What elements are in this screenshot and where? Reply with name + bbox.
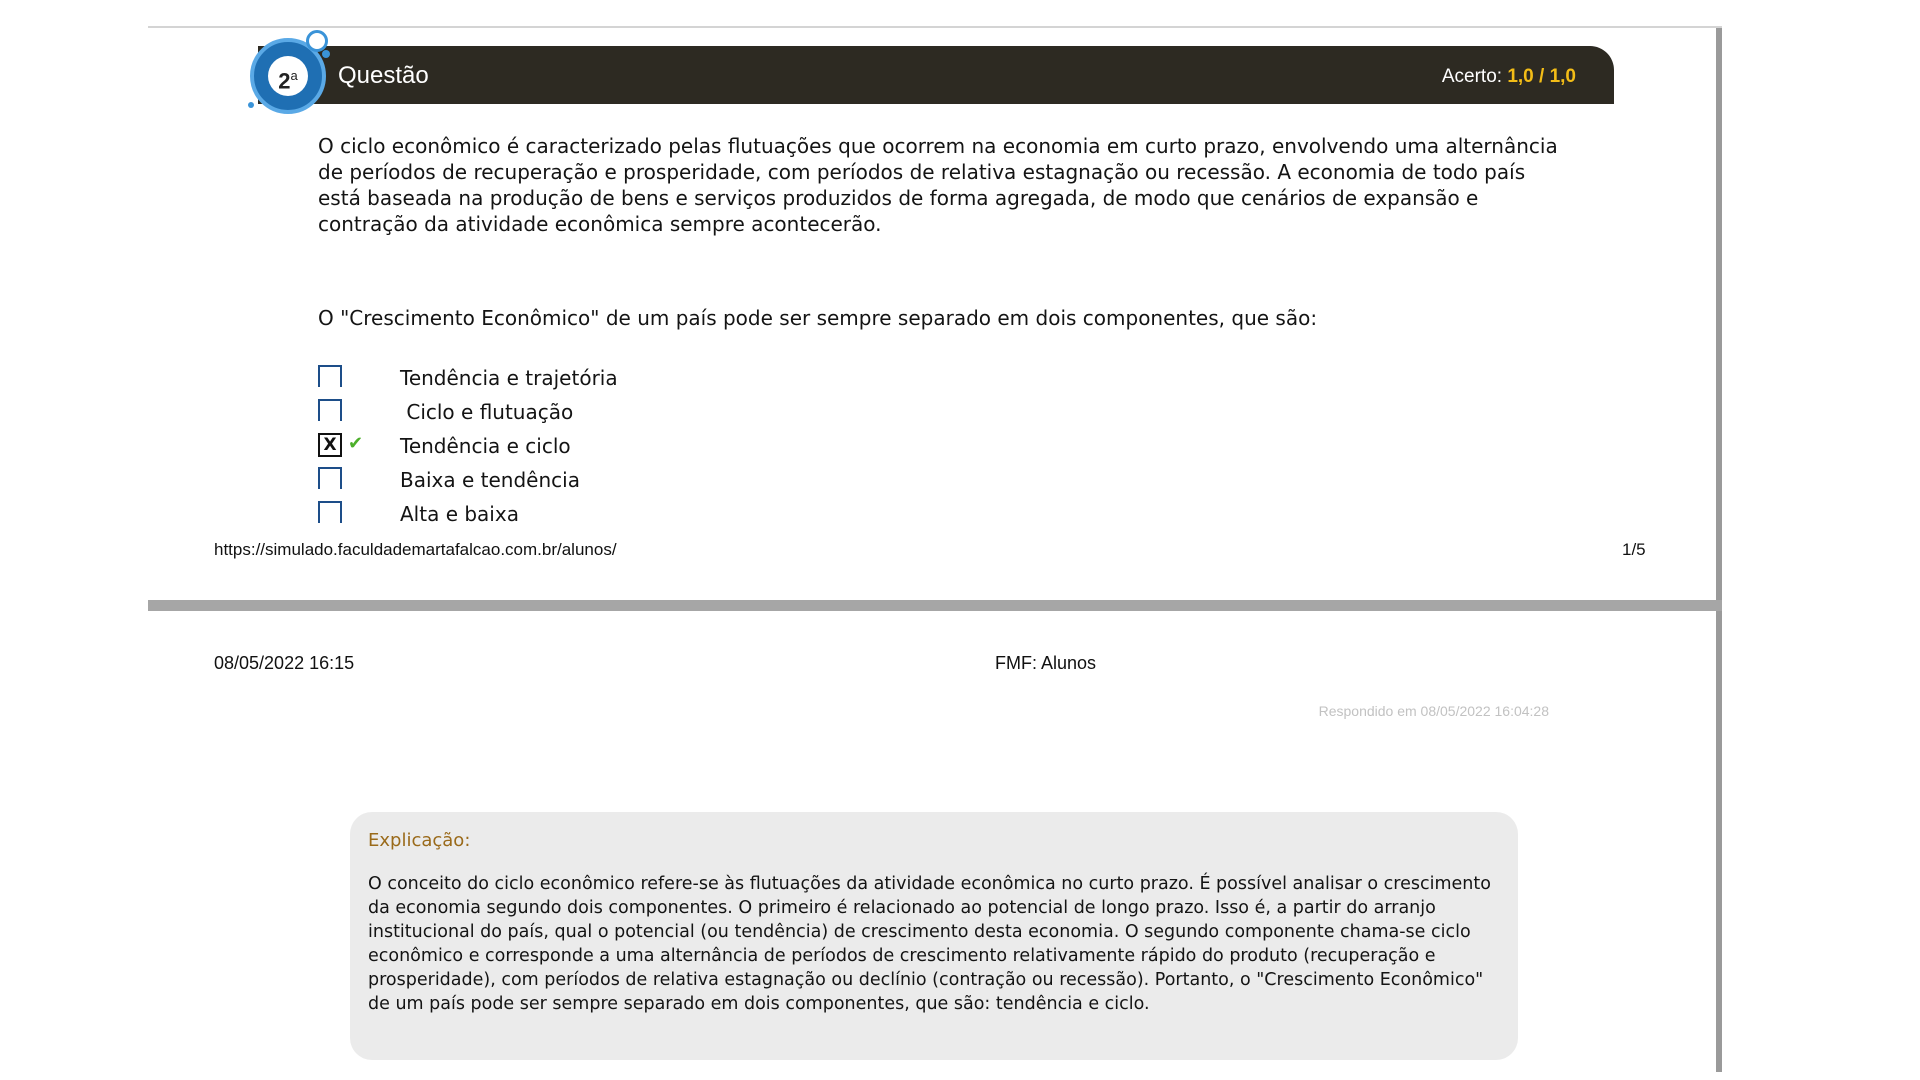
answer-option[interactable] xyxy=(318,498,1018,532)
badge-bubble-icon xyxy=(306,30,328,52)
badge-bubble-icon xyxy=(248,102,254,108)
question-header xyxy=(258,46,1614,104)
question-number-value: 2 xyxy=(278,68,291,94)
answer-option-label: Tendência e trajetória xyxy=(400,366,618,390)
explanation-box xyxy=(350,812,1518,1060)
answer-options xyxy=(318,362,1018,532)
answer-option[interactable] xyxy=(318,396,1018,430)
question-number xyxy=(268,56,308,96)
answered-timestamp: Respondido em 08/05/2022 16:04:28 xyxy=(1318,703,1549,719)
question-text: O ciclo econômico é caracterizado pelas flutuações que ocorrem na economia em curto prazo, envolvendo uma alternância de períodos de recuperação e prosperidade, com períodos de relativa estagnação ou recessão. A economia de todo país está baseada na produção de bens e serviços produzidos de forma agregada, de modo que cenários de expansão e contração da atividade econômica sempre acontecerão. xyxy=(318,134,1558,236)
check-icon: ✔ xyxy=(348,433,364,454)
print-header-title: FMF: Alunos xyxy=(995,653,1097,673)
answer-option-label: Tendência e ciclo xyxy=(400,434,571,458)
checkbox[interactable] xyxy=(318,399,342,421)
answer-option[interactable] xyxy=(318,430,1018,464)
checkbox[interactable] xyxy=(318,467,342,489)
explanation-text: O conceito do ciclo econômico refere-se às flutuações da atividade econômica no curto prazo. É possível analisar o crescimento da economia segundo dois componentes. O primeiro é relacionado ao potencial de longo prazo. Isso é, a partir do arranjo institucional do país, qual o potencial (ou tendência) de crescimento desta economia. O segundo componente chama-se ciclo econômico e corresponde a uma alternância de períodos de crescimento relativamente rápido do produto (recuperação e prosperidade), com períodos de relativa estagnação ou declínio (contração ou recessão). Portanto, o "Crescimento Econômico" de um país pode ser sempre separado em dois componentes, que são: tendência e ciclo. xyxy=(368,874,1491,1014)
answer-option-label: Baixa e tendência xyxy=(400,468,580,492)
score-label: Acerto: xyxy=(1441,66,1503,87)
page-separator xyxy=(148,600,1722,611)
print-footer-url: https://simulado.faculdademartafalcao.com.br/alunos/ xyxy=(214,540,617,559)
answer-option[interactable] xyxy=(318,464,1018,498)
score xyxy=(1442,66,1576,88)
question-prompt: O "Crescimento Econômico" de um país pode ser sempre separado em dois componentes, que são: xyxy=(318,306,1318,330)
score-value: 1,0 / 1,0 xyxy=(1507,66,1576,87)
question-header-title: Questão xyxy=(338,62,429,89)
badge-bubble-icon xyxy=(322,50,330,58)
answer-option[interactable] xyxy=(318,362,1018,396)
page-top-rule xyxy=(148,26,1722,28)
answer-option-label: Alta e baixa xyxy=(400,502,519,526)
checkbox[interactable] xyxy=(318,501,342,523)
answer-option-label: Ciclo e flutuação xyxy=(400,400,574,424)
checkbox-checked[interactable]: X xyxy=(318,433,342,457)
explanation-title: Explicação: xyxy=(368,830,471,851)
print-header-datetime: 08/05/2022 16:15 xyxy=(214,653,355,673)
question-number-suffix: a xyxy=(290,68,298,83)
print-page-number: 1/5 xyxy=(1622,540,1646,559)
checkbox[interactable] xyxy=(318,365,342,387)
page-right-edge xyxy=(1716,28,1722,1072)
